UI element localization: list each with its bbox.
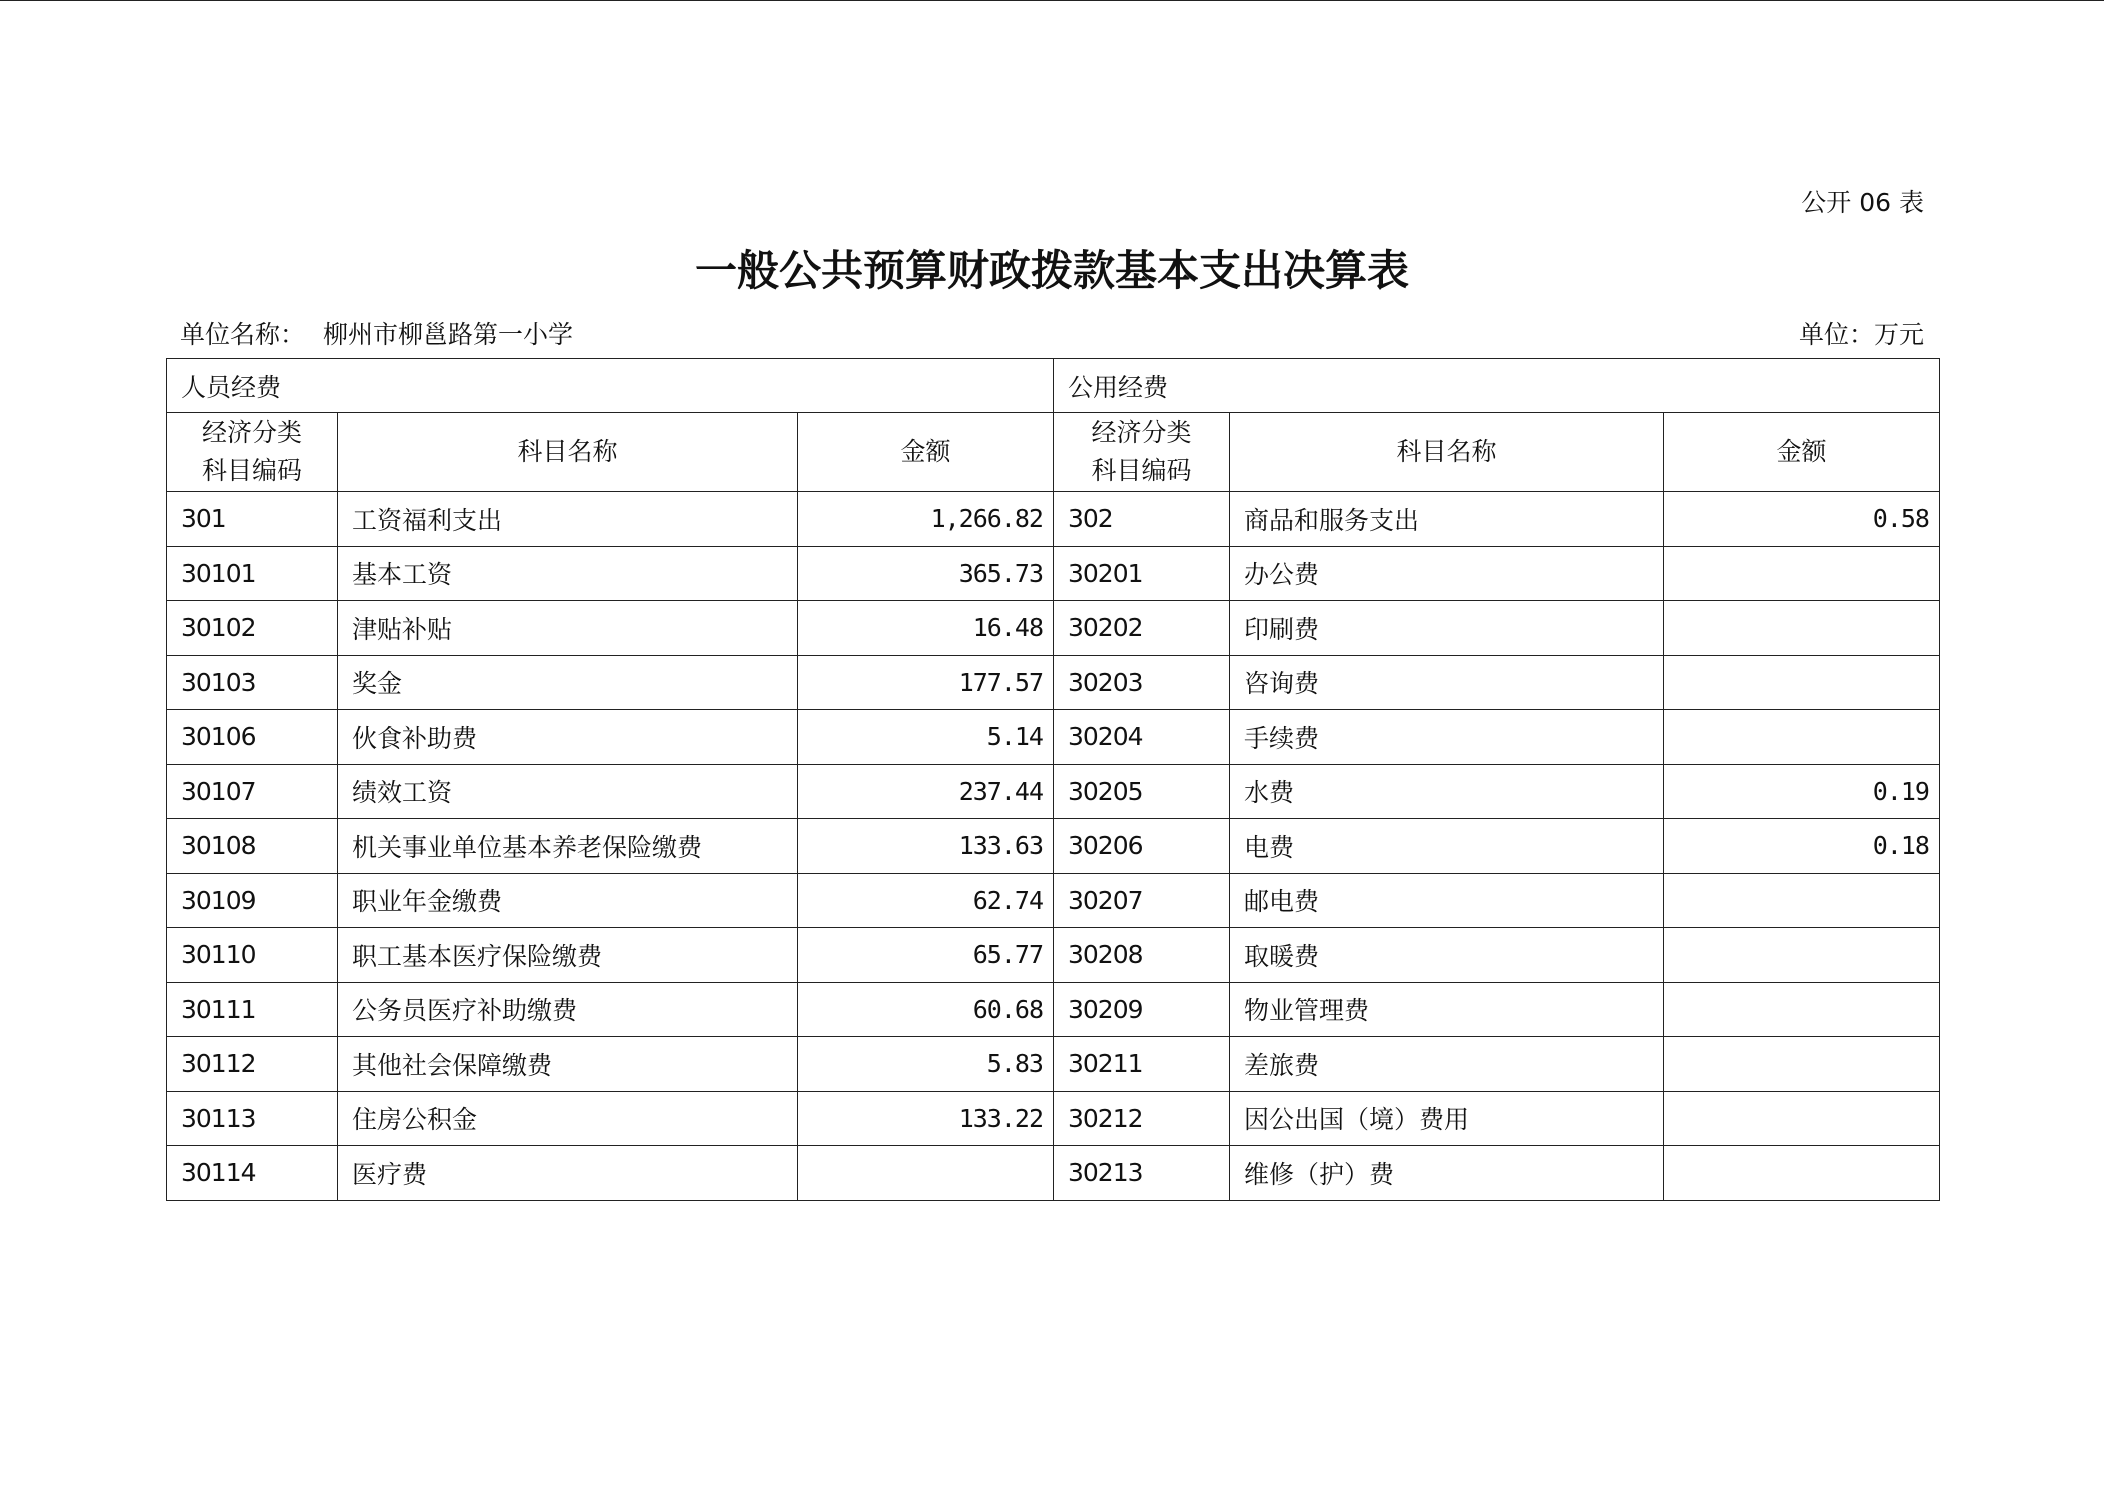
public-name-cell: 因公出国（境）费用 <box>1230 1091 1664 1146</box>
personnel-code-cell: 30106 <box>167 710 338 765</box>
header-code-line2: 科目编码 <box>1091 456 1192 485</box>
personnel-amount-cell: 133.22 <box>798 1091 1054 1146</box>
public-amount-cell <box>1664 873 1940 928</box>
public-name-cell: 水费 <box>1230 764 1664 819</box>
personnel-code-cell: 30114 <box>167 1146 338 1201</box>
section-public: 公用经费 <box>1054 359 1940 413</box>
table-row <box>167 601 1940 656</box>
section-header-row <box>167 359 1940 413</box>
personnel-code-cell: 30111 <box>167 982 338 1037</box>
public-name-cell: 差旅费 <box>1230 1037 1664 1092</box>
public-code-cell: 30206 <box>1054 819 1230 874</box>
personnel-name-cell: 住房公积金 <box>338 1091 798 1146</box>
personnel-amount-cell: 62.74 <box>798 873 1054 928</box>
personnel-name-cell: 职工基本医疗保险缴费 <box>338 928 798 983</box>
table-row <box>167 546 1940 601</box>
public-name-cell: 维修（护）费 <box>1230 1146 1664 1201</box>
public-amount-cell <box>1664 601 1940 656</box>
public-name-cell: 咨询费 <box>1230 655 1664 710</box>
header-code-line1: 经济分类 <box>201 418 302 447</box>
personnel-name-cell: 基本工资 <box>338 546 798 601</box>
personnel-amount-cell <box>798 1146 1054 1201</box>
public-amount-cell: 0.18 <box>1664 819 1940 874</box>
personnel-name-cell: 机关事业单位基本养老保险缴费 <box>338 819 798 874</box>
personnel-amount-cell: 133.63 <box>798 819 1054 874</box>
personnel-code-cell: 30109 <box>167 873 338 928</box>
personnel-code-cell: 30103 <box>167 655 338 710</box>
table-row <box>167 982 1940 1037</box>
public-code-cell: 30203 <box>1054 655 1230 710</box>
public-name-cell: 电费 <box>1230 819 1664 874</box>
personnel-amount-cell: 1,266.82 <box>798 492 1054 547</box>
table-row <box>167 1091 1940 1146</box>
personnel-amount-cell: 365.73 <box>798 546 1054 601</box>
public-code-cell: 30207 <box>1054 873 1230 928</box>
public-amount-cell <box>1664 982 1940 1037</box>
personnel-name-cell: 其他社会保障缴费 <box>338 1037 798 1092</box>
section-personnel: 人员经费 <box>167 359 1054 413</box>
personnel-name-cell: 职业年金缴费 <box>338 873 798 928</box>
personnel-code-cell: 30101 <box>167 546 338 601</box>
header-code-personnel <box>167 413 338 492</box>
personnel-code-cell: 301 <box>167 492 338 547</box>
public-code-cell: 30205 <box>1054 764 1230 819</box>
table-row <box>167 1037 1940 1092</box>
table-row <box>167 655 1940 710</box>
personnel-amount-cell: 16.48 <box>798 601 1054 656</box>
public-code-cell: 30204 <box>1054 710 1230 765</box>
personnel-code-cell: 30110 <box>167 928 338 983</box>
personnel-code-cell: 30108 <box>167 819 338 874</box>
public-amount-cell <box>1664 655 1940 710</box>
table-row <box>167 710 1940 765</box>
header-name-public: 科目名称 <box>1230 413 1664 492</box>
personnel-code-cell: 30102 <box>167 601 338 656</box>
personnel-amount-cell: 60.68 <box>798 982 1054 1037</box>
table-row <box>167 819 1940 874</box>
table-row <box>167 492 1940 547</box>
header-amount-public: 金额 <box>1664 413 1940 492</box>
header-amount-personnel: 金额 <box>798 413 1054 492</box>
public-code-cell: 30202 <box>1054 601 1230 656</box>
public-name-cell: 邮电费 <box>1230 873 1664 928</box>
public-name-cell: 商品和服务支出 <box>1230 492 1664 547</box>
table-id: 公开 06 表 <box>1801 188 1924 217</box>
public-amount-cell <box>1664 1146 1940 1201</box>
public-name-cell: 取暖费 <box>1230 928 1664 983</box>
public-name-cell: 印刷费 <box>1230 601 1664 656</box>
header-code-line2: 科目编码 <box>201 456 302 485</box>
header-code-public <box>1054 413 1230 492</box>
public-amount-cell <box>1664 710 1940 765</box>
public-code-cell: 30213 <box>1054 1146 1230 1201</box>
unit-name-label: 单位名称： <box>180 320 306 349</box>
public-amount-cell <box>1664 1091 1940 1146</box>
personnel-name-cell: 津贴补贴 <box>338 601 798 656</box>
personnel-amount-cell: 237.44 <box>798 764 1054 819</box>
personnel-amount-cell: 5.14 <box>798 710 1054 765</box>
personnel-code-cell: 30113 <box>167 1091 338 1146</box>
public-amount-cell <box>1664 928 1940 983</box>
public-code-cell: 30212 <box>1054 1091 1230 1146</box>
personnel-amount-cell: 65.77 <box>798 928 1054 983</box>
budget-table <box>166 358 1940 1201</box>
personnel-name-cell: 公务员医疗补助缴费 <box>338 982 798 1037</box>
public-code-cell: 30208 <box>1054 928 1230 983</box>
header-code-line1: 经济分类 <box>1091 418 1192 447</box>
public-code-cell: 30211 <box>1054 1037 1230 1092</box>
public-code-cell: 30209 <box>1054 982 1230 1037</box>
personnel-name-cell: 奖金 <box>338 655 798 710</box>
public-code-cell: 302 <box>1054 492 1230 547</box>
personnel-name-cell: 伙食补助费 <box>338 710 798 765</box>
public-code-cell: 30201 <box>1054 546 1230 601</box>
personnel-amount-cell: 5.83 <box>798 1037 1054 1092</box>
personnel-name-cell: 绩效工资 <box>338 764 798 819</box>
public-name-cell: 手续费 <box>1230 710 1664 765</box>
header-name-personnel: 科目名称 <box>338 413 798 492</box>
unit-name-line <box>180 315 573 351</box>
unit-measure: 单位：万元 <box>1798 320 1924 349</box>
document-title: 一般公共预算财政拨款基本支出决算表 <box>694 246 1409 295</box>
personnel-name-cell: 医疗费 <box>338 1146 798 1201</box>
personnel-code-cell: 30107 <box>167 764 338 819</box>
table-row <box>167 928 1940 983</box>
column-header-row <box>167 413 1940 492</box>
personnel-name-cell: 工资福利支出 <box>338 492 798 547</box>
table-row <box>167 1146 1940 1201</box>
table-row <box>167 873 1940 928</box>
table-row <box>167 764 1940 819</box>
public-amount-cell: 0.58 <box>1664 492 1940 547</box>
public-name-cell: 物业管理费 <box>1230 982 1664 1037</box>
public-amount-cell <box>1664 546 1940 601</box>
public-amount-cell <box>1664 1037 1940 1092</box>
public-name-cell: 办公费 <box>1230 546 1664 601</box>
page-top-border <box>0 0 2104 1</box>
personnel-code-cell: 30112 <box>167 1037 338 1092</box>
public-amount-cell: 0.19 <box>1664 764 1940 819</box>
personnel-amount-cell: 177.57 <box>798 655 1054 710</box>
unit-name-value: 柳州市柳邕路第一小学 <box>323 320 574 349</box>
